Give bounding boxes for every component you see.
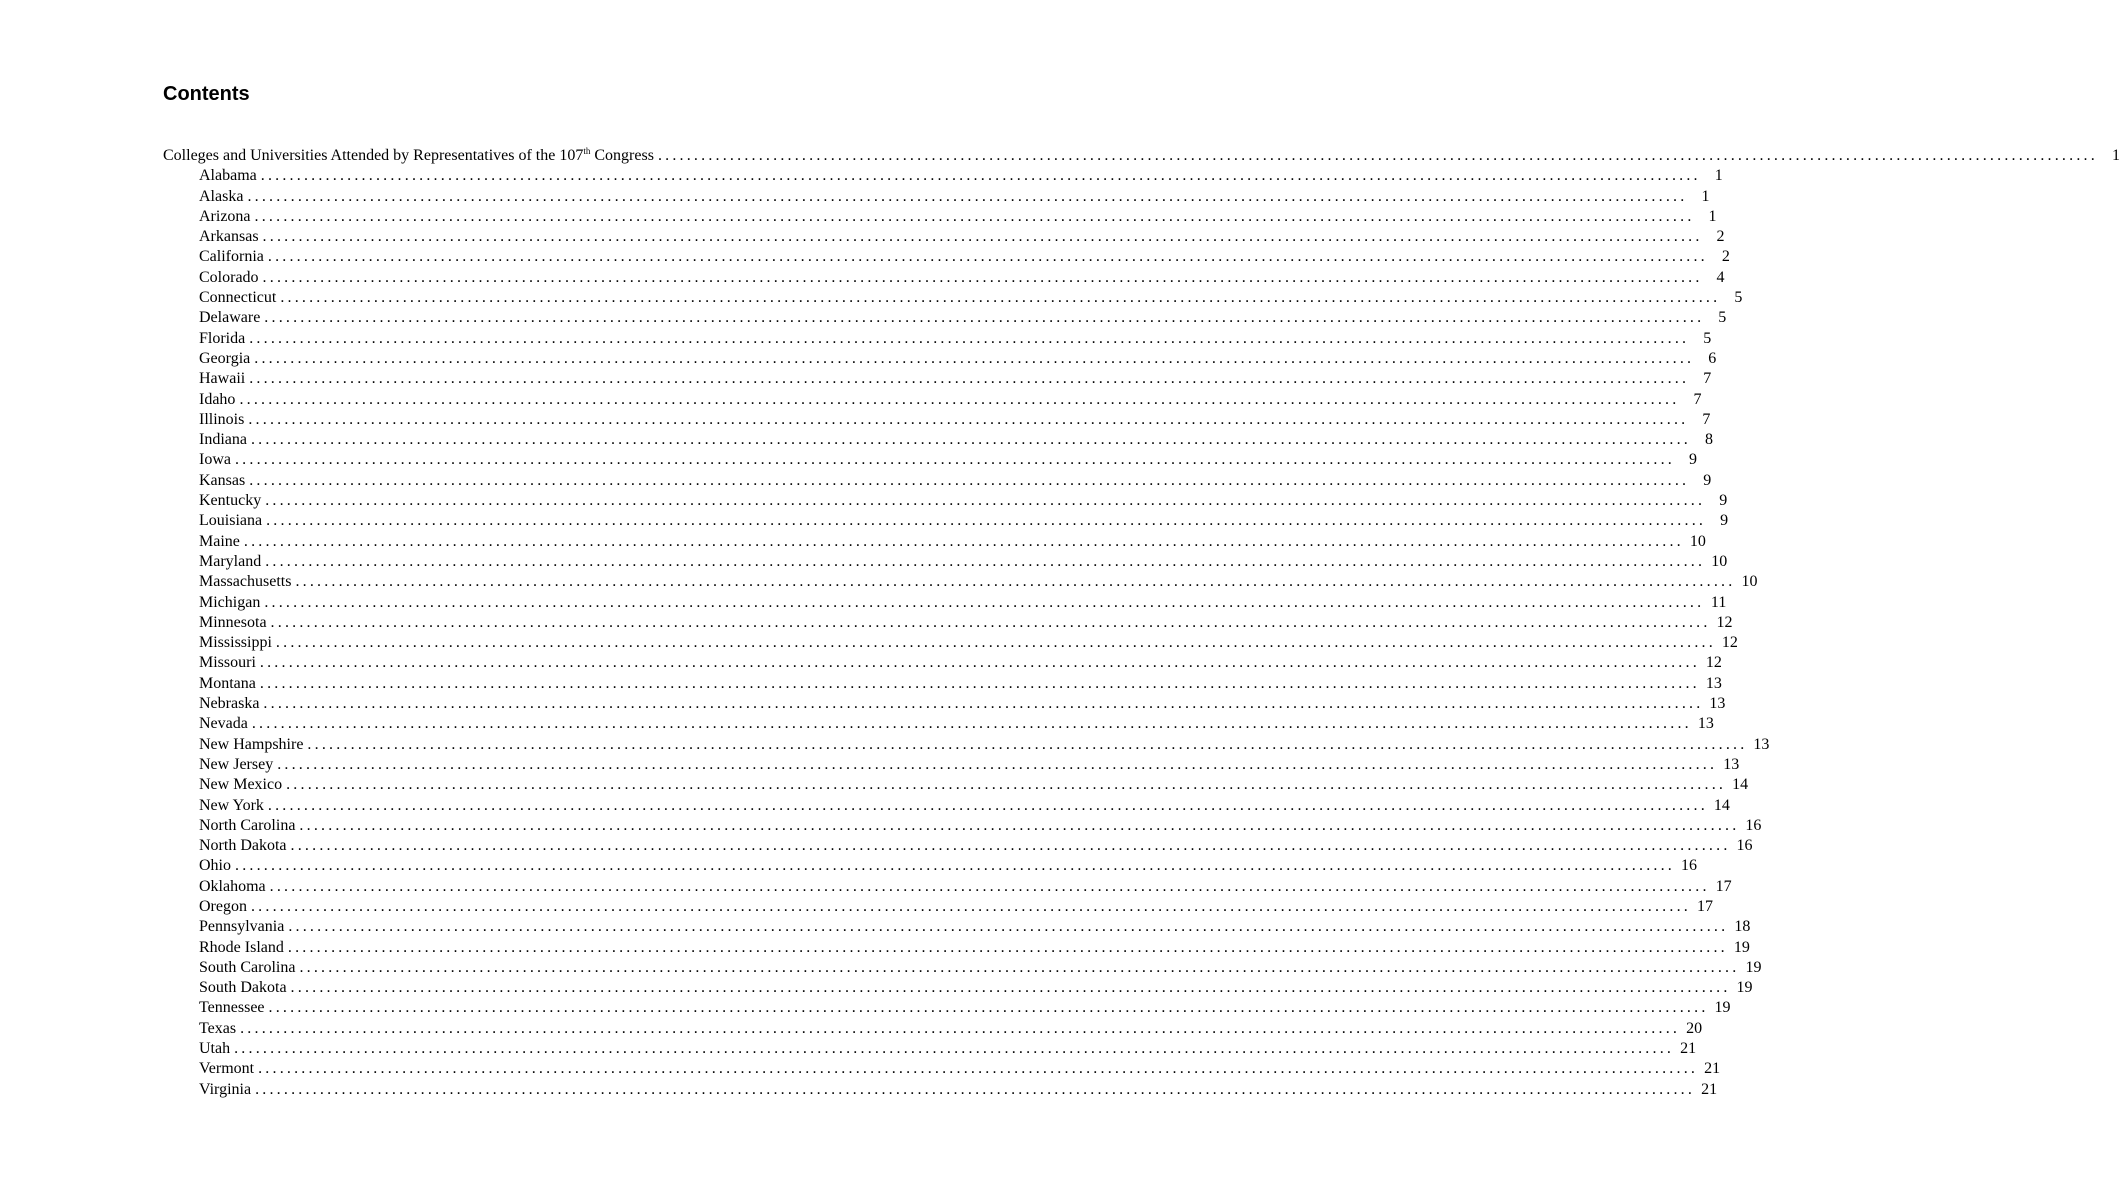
toc-entry-name: Hawaii bbox=[199, 370, 246, 388]
toc-entry[interactable] bbox=[163, 349, 1717, 369]
dot-leader: ........................................................................................................................................................................................................ bbox=[263, 695, 1704, 713]
toc-entry[interactable] bbox=[163, 613, 1733, 633]
toc-entry-page: 5 bbox=[1734, 289, 1743, 307]
toc-main-entry-title bbox=[163, 146, 658, 166]
toc-entry-name: Delaware bbox=[199, 309, 261, 327]
toc-main-entry-page: 1 bbox=[2111, 147, 2120, 164]
toc-entry-name: Rhode Island bbox=[199, 938, 284, 956]
toc-entry-name: Nebraska bbox=[199, 695, 260, 713]
dot-leader: ........................................................................................................................................................................................................ bbox=[239, 390, 1680, 408]
toc-entry[interactable] bbox=[163, 329, 1712, 349]
toc-entry[interactable] bbox=[163, 796, 1730, 816]
toc-main-entry-title-prefix: Colleges and Universities Attended by Representatives of the 107 bbox=[163, 147, 584, 164]
toc-entry-name: Florida bbox=[199, 329, 246, 347]
toc-entry-page: 5 bbox=[1703, 329, 1712, 347]
toc-entry[interactable] bbox=[163, 938, 1750, 958]
dot-leader: ........................................................................................................................................................................................................ bbox=[249, 329, 1690, 347]
toc-entry[interactable] bbox=[163, 897, 1713, 917]
toc-entry-name: Maryland bbox=[199, 552, 262, 570]
dot-leader: ........................................................................................................................................................................................................ bbox=[264, 309, 1705, 327]
toc-entry-name: Alabama bbox=[199, 167, 257, 185]
toc-entry-name: South Dakota bbox=[199, 979, 287, 997]
toc-entry-name: North Dakota bbox=[199, 837, 287, 855]
toc-entry[interactable] bbox=[163, 694, 1726, 714]
toc-entry[interactable] bbox=[163, 430, 1713, 450]
toc-entry-name: Massachusetts bbox=[199, 573, 292, 591]
toc-entry[interactable] bbox=[163, 1059, 1721, 1079]
dot-leader: ........................................................................................................................................................................................................ bbox=[264, 593, 1705, 611]
toc-entry[interactable] bbox=[163, 917, 1751, 937]
dot-leader: ........................................................................................................................................................................................................ bbox=[270, 613, 1711, 631]
toc-entry-name: Pennsylvania bbox=[199, 918, 285, 936]
dot-leader: ........................................................................................................................................................................................................ bbox=[307, 735, 1748, 753]
toc-entry-name: Oregon bbox=[199, 897, 247, 915]
toc-entry-page: 1 bbox=[1708, 207, 1717, 225]
dot-leader: ........................................................................................................................................................................................................ bbox=[266, 512, 1707, 530]
toc-entry-name: Tennessee bbox=[199, 999, 265, 1017]
toc-entry-page: 2 bbox=[1721, 248, 1730, 266]
dot-leader: ........................................................................................................................................................................................................ bbox=[251, 715, 1692, 733]
toc-entry[interactable] bbox=[163, 471, 1712, 491]
table-of-contents bbox=[163, 146, 2120, 1100]
toc-entry-page: 10 bbox=[1711, 552, 1728, 570]
toc-entry[interactable] bbox=[163, 714, 1714, 734]
toc-entry-page: 13 bbox=[1753, 735, 1770, 753]
toc-entry[interactable] bbox=[163, 633, 1738, 653]
toc-entry-page: 21 bbox=[1701, 1080, 1718, 1098]
toc-entry-page: 14 bbox=[1713, 796, 1730, 814]
toc-entry-name: Alaska bbox=[199, 187, 244, 205]
dot-leader: ........................................................................................................................................................................................................ bbox=[269, 877, 1710, 895]
dot-leader: ........................................................................................................................................................................................................ bbox=[255, 1080, 1696, 1098]
toc-entry-name: New Jersey bbox=[199, 755, 274, 773]
toc-entry[interactable] bbox=[163, 511, 1729, 531]
dot-leader: ........................................................................................................................................................................................................ bbox=[657, 147, 2098, 164]
toc-entry-page: 16 bbox=[1736, 837, 1753, 855]
dot-leader: ........................................................................................................................................................................................................ bbox=[288, 918, 1729, 936]
toc-entry-name: Iowa bbox=[199, 451, 231, 469]
toc-entry-page: 20 bbox=[1686, 1019, 1703, 1037]
toc-entry-name: Minnesota bbox=[199, 613, 267, 631]
toc-entry-page: 12 bbox=[1705, 654, 1722, 672]
toc-entry-name: Arkansas bbox=[199, 228, 259, 246]
toc-entry[interactable] bbox=[163, 552, 1728, 572]
dot-leader: ........................................................................................................................................................................................................ bbox=[267, 796, 1708, 814]
toc-entry-page: 13 bbox=[1705, 674, 1722, 692]
toc-entry-name: Connecticut bbox=[199, 289, 277, 307]
toc-entry-page: 5 bbox=[1718, 309, 1727, 327]
dot-leader: ........................................................................................................................................................................................................ bbox=[287, 938, 1728, 956]
dot-leader: ........................................................................................................................................................................................................ bbox=[299, 958, 1740, 976]
toc-entry-page: 1 bbox=[1714, 167, 1723, 185]
dot-leader: ........................................................................................................................................................................................................ bbox=[286, 776, 1727, 794]
toc-entry-list bbox=[163, 166, 1770, 1100]
toc-entry-name: New Mexico bbox=[199, 776, 283, 794]
toc-entry[interactable] bbox=[163, 978, 1753, 998]
toc-entry-page: 13 bbox=[1697, 715, 1714, 733]
dot-leader: ........................................................................................................................................................................................................ bbox=[250, 897, 1691, 915]
toc-entry-page: 7 bbox=[1703, 370, 1712, 388]
toc-entry[interactable] bbox=[163, 998, 1731, 1018]
dot-leader: ........................................................................................................................................................................................................ bbox=[262, 268, 1703, 286]
toc-entry-page: 10 bbox=[1741, 573, 1758, 591]
toc-entry[interactable] bbox=[163, 410, 1711, 430]
toc-entry-name: New York bbox=[199, 796, 264, 814]
toc-entry[interactable] bbox=[163, 369, 1712, 389]
toc-entry-page: 7 bbox=[1693, 390, 1702, 408]
dot-leader: ........................................................................................................................................................................................................ bbox=[275, 634, 1716, 652]
toc-entry-name: Colorado bbox=[199, 268, 259, 286]
toc-entry-page: 4 bbox=[1716, 268, 1725, 286]
page-title: Contents bbox=[163, 83, 250, 105]
toc-entry-page: 17 bbox=[1715, 877, 1732, 895]
toc-main-entry[interactable] bbox=[163, 146, 2120, 166]
toc-entry[interactable] bbox=[163, 816, 1762, 836]
toc-entry-name: Illinois bbox=[199, 410, 245, 428]
toc-entry[interactable] bbox=[163, 755, 1740, 775]
toc-entry[interactable] bbox=[163, 735, 1770, 755]
toc-entry[interactable] bbox=[163, 836, 1753, 856]
toc-entry-page: 21 bbox=[1680, 1040, 1697, 1058]
dot-leader: ........................................................................................................................................................................................................ bbox=[295, 573, 1736, 591]
toc-entry[interactable] bbox=[163, 187, 1710, 207]
toc-entry[interactable] bbox=[163, 247, 1730, 267]
toc-entry-page: 19 bbox=[1745, 958, 1762, 976]
toc-entry-page: 9 bbox=[1688, 451, 1697, 469]
toc-entry-page: 16 bbox=[1681, 857, 1697, 875]
dot-leader: ........................................................................................................................................................................................................ bbox=[249, 370, 1690, 388]
toc-entry[interactable] bbox=[163, 1080, 1718, 1100]
toc-entry-page: 11 bbox=[1710, 593, 1727, 611]
dot-leader: ........................................................................................................................................................................................................ bbox=[247, 187, 1688, 205]
toc-entry[interactable] bbox=[163, 207, 1717, 227]
toc-entry-page: 6 bbox=[1708, 349, 1717, 367]
toc-entry[interactable] bbox=[163, 1019, 1703, 1039]
dot-leader: ........................................................................................................................................................................................................ bbox=[254, 349, 1695, 367]
toc-entry[interactable] bbox=[163, 450, 1697, 470]
toc-entry[interactable] bbox=[163, 593, 1727, 613]
toc-entry-page: 13 bbox=[1709, 695, 1726, 713]
dot-leader: ........................................................................................................................................................................................................ bbox=[265, 492, 1706, 510]
toc-entry-page: 13 bbox=[1723, 755, 1740, 773]
toc-entry-page: 18 bbox=[1734, 918, 1751, 936]
toc-entry-name: New Hampshire bbox=[199, 735, 304, 753]
toc-entry[interactable] bbox=[163, 166, 1723, 186]
toc-entry-name: South Carolina bbox=[199, 958, 296, 976]
toc-entry-name: Oklahoma bbox=[199, 877, 266, 895]
toc-entry-name: Maine bbox=[199, 532, 240, 550]
toc-entry-name: Nevada bbox=[199, 715, 248, 733]
toc-entry[interactable] bbox=[163, 958, 1762, 978]
dot-leader: ........................................................................................................................................................................................................ bbox=[235, 857, 1675, 875]
dot-leader: ........................................................................................................................................................................................................ bbox=[243, 532, 1684, 550]
dot-leader: ........................................................................................................................................................................................................ bbox=[265, 552, 1706, 570]
dot-leader: ........................................................................................................................................................................................................ bbox=[280, 289, 1721, 307]
dot-leader: ........................................................................................................................................................................................................ bbox=[258, 1060, 1699, 1078]
toc-entry[interactable] bbox=[163, 390, 1702, 410]
toc-entry-name: Utah bbox=[199, 1040, 231, 1058]
toc-entry-page: 9 bbox=[1720, 512, 1729, 530]
dot-leader: ........................................................................................................................................................................................................ bbox=[249, 471, 1690, 489]
toc-entry[interactable] bbox=[163, 572, 1758, 592]
dot-leader: ........................................................................................................................................................................................................ bbox=[262, 228, 1703, 246]
toc-entry-page: 19 bbox=[1736, 979, 1753, 997]
toc-entry-page: 17 bbox=[1696, 897, 1713, 915]
toc-entry-name: Kansas bbox=[199, 471, 246, 489]
toc-entry-name: Idaho bbox=[199, 390, 236, 408]
toc-entry[interactable] bbox=[163, 877, 1732, 897]
dot-leader: ........................................................................................................................................................................................................ bbox=[290, 837, 1731, 855]
toc-entry-name: California bbox=[199, 248, 264, 266]
toc-entry-page: 10 bbox=[1689, 532, 1706, 550]
toc-entry-name: Indiana bbox=[199, 431, 247, 449]
toc-entry[interactable] bbox=[163, 491, 1728, 511]
toc-entry[interactable] bbox=[163, 227, 1725, 247]
toc-entry[interactable] bbox=[163, 268, 1725, 288]
toc-entry-name: Ohio bbox=[199, 857, 231, 875]
toc-main-entry-title-superscript: th bbox=[583, 146, 591, 156]
dot-leader: ........................................................................................................................................................................................................ bbox=[277, 755, 1718, 773]
toc-entry-page: 16 bbox=[1745, 816, 1762, 834]
toc-entry-name: Kentucky bbox=[199, 492, 262, 510]
toc-entry-name: North Carolina bbox=[199, 816, 296, 834]
dot-leader: ........................................................................................................................................................................................................ bbox=[240, 1019, 1681, 1037]
toc-entry-name: Montana bbox=[199, 674, 256, 692]
toc-entry[interactable] bbox=[163, 856, 1697, 876]
toc-entry-name: Virginia bbox=[199, 1080, 252, 1098]
toc-entry[interactable] bbox=[163, 775, 1749, 795]
toc-entry-page: 19 bbox=[1733, 938, 1750, 956]
toc-entry-name: Georgia bbox=[199, 349, 251, 367]
toc-main-entry-title-suffix: Congress bbox=[590, 147, 654, 164]
toc-entry-name: Mississippi bbox=[199, 634, 272, 652]
toc-entry[interactable] bbox=[163, 288, 1743, 308]
dot-leader: ........................................................................................................................................................................................................ bbox=[267, 248, 1708, 266]
dot-leader: ........................................................................................................................................................................................................ bbox=[260, 167, 1701, 185]
toc-entry-page: 19 bbox=[1714, 999, 1731, 1017]
toc-entry-page: 14 bbox=[1732, 776, 1749, 794]
toc-entry-name: Louisiana bbox=[199, 512, 263, 530]
toc-entry-name: Michigan bbox=[199, 593, 261, 611]
toc-entry[interactable] bbox=[163, 1039, 1697, 1059]
dot-leader: ........................................................................................................................................................................................................ bbox=[259, 674, 1700, 692]
dot-leader: ........................................................................................................................................................................................................ bbox=[234, 451, 1675, 469]
toc-entry-page: 12 bbox=[1721, 634, 1738, 652]
dot-leader: ........................................................................................................................................................................................................ bbox=[250, 431, 1691, 449]
dot-leader: ........................................................................................................................................................................................................ bbox=[268, 999, 1709, 1017]
toc-entry-name: Vermont bbox=[199, 1060, 255, 1078]
dot-leader: ........................................................................................................................................................................................................ bbox=[290, 979, 1731, 997]
toc-entry-page: 9 bbox=[1703, 471, 1712, 489]
toc-entry-page: 1 bbox=[1701, 187, 1710, 205]
toc-entry[interactable] bbox=[163, 653, 1722, 673]
toc-entry-name: Arizona bbox=[199, 207, 251, 225]
dot-leader: ........................................................................................................................................................................................................ bbox=[254, 207, 1695, 225]
toc-entry-page: 7 bbox=[1702, 410, 1711, 428]
dot-leader: ........................................................................................................................................................................................................ bbox=[299, 816, 1740, 834]
toc-entry-page: 9 bbox=[1719, 492, 1728, 510]
dot-leader: ........................................................................................................................................................................................................ bbox=[259, 654, 1700, 672]
toc-entry[interactable] bbox=[163, 532, 1706, 552]
dot-leader: ........................................................................................................................................................................................................ bbox=[234, 1040, 1675, 1058]
toc-entry-page: 2 bbox=[1716, 228, 1725, 246]
toc-entry-page: 12 bbox=[1716, 613, 1733, 631]
toc-entry[interactable] bbox=[163, 308, 1727, 328]
toc-entry-name: Missouri bbox=[199, 654, 256, 672]
toc-entry-name: Texas bbox=[199, 1019, 237, 1037]
toc-entry[interactable] bbox=[163, 674, 1722, 694]
toc-entry-page: 21 bbox=[1704, 1060, 1721, 1078]
dot-leader: ........................................................................................................................................................................................................ bbox=[248, 410, 1689, 428]
toc-entry-page: 8 bbox=[1704, 431, 1713, 449]
